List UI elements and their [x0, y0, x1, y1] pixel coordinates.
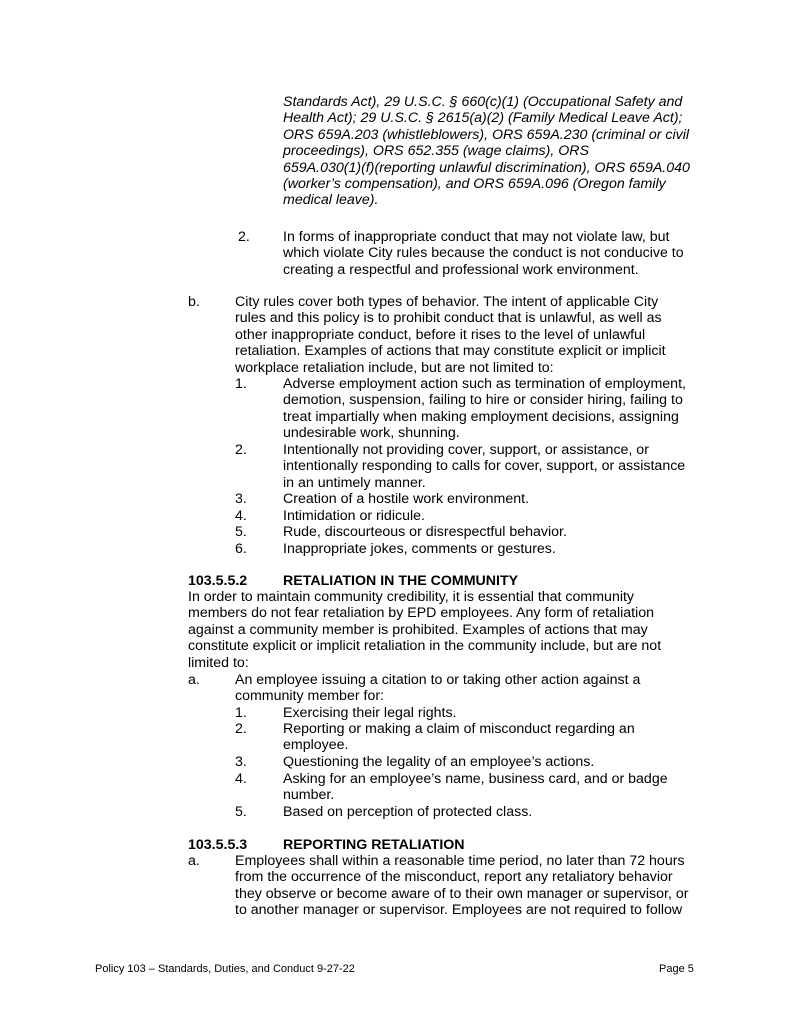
text-line: Standards Act), 29 U.S.C. § 660(c)(1) (Occupational Safety and: [283, 94, 683, 110]
footer-policy-title: Policy 103 – Standards, Duties, and Conduct 9-27-22: [95, 963, 355, 975]
text-line: An employee issuing a citation to or taking other action against a: [235, 672, 641, 688]
text-line: City rules cover both types of behavior. The intent of applicable City: [235, 294, 659, 310]
text-line: other inappropriate conduct, before it rises to the level of unlawful: [235, 326, 646, 343]
text-line: in an untimely manner.: [283, 474, 426, 491]
text-line: number.: [283, 787, 335, 804]
section-title: REPORTING RETALIATION: [283, 837, 465, 853]
text-line: constitute explicit or implicit retaliation in the community include, but are not: [188, 638, 662, 655]
list-item-text: Inappropriate jokes, comments or gestures.: [283, 541, 556, 557]
text-line: intentionally responding to calls for cover, support, or assistance: [283, 458, 686, 475]
list-number: 5.: [235, 524, 247, 540]
list-number: 3.: [235, 754, 247, 770]
text-line: from the occurrence of the misconduct, report any retaliatory behavior: [235, 869, 673, 886]
list-number: 2.: [238, 229, 250, 245]
text-line: In forms of inappropriate conduct that may not violate law, but: [283, 229, 670, 245]
text-line: Intentionally not providing cover, support, or assistance, or: [283, 442, 649, 458]
list-number: 6.: [235, 541, 247, 557]
list-item-text: [283, 721, 703, 754]
list-number: 3.: [235, 491, 247, 507]
list-item-text: [283, 229, 703, 278]
list-item-text: [235, 294, 705, 376]
text-line: community member for:: [235, 688, 385, 705]
text-line: ORS 659A.203 (whistleblowers), ORS 659A.230 (criminal or civil: [283, 126, 690, 143]
text-line: Reporting or making a claim of misconduct regarding an: [283, 721, 635, 737]
list-number: 5.: [235, 804, 247, 820]
list-letter: a.: [188, 672, 200, 688]
text-line: undesirable work, shunning.: [283, 425, 460, 442]
text-line: Health Act); 29 U.S.C. § 2615(a)(2) (Family Medical Leave Act);: [283, 110, 683, 127]
list-number: 2.: [235, 442, 247, 458]
text-line: (worker’s compensation), and ORS 659A.096 (Oregon family: [283, 176, 666, 193]
list-number: 2.: [235, 721, 247, 737]
section-number: 103.5.5.3: [188, 837, 248, 853]
list-item-text: [235, 853, 705, 919]
footer-page-number: Page 5: [659, 963, 694, 975]
text-line: In order to maintain community credibility, it is essential that community: [188, 589, 635, 605]
text-line: treat impartially when making employment decisions, assigning: [283, 408, 679, 425]
list-number: 4.: [235, 508, 247, 524]
text-line: Employees shall within a reasonable time period, no later than 72 hours: [235, 853, 685, 869]
text-line: employee.: [283, 737, 349, 754]
text-line: limited to:: [188, 654, 249, 671]
list-item-text: [283, 442, 703, 491]
list-item-text: Creation of a hostile work environment.: [283, 491, 530, 507]
list-letter: a.: [188, 853, 200, 869]
text-line: Asking for an employee’s name, business card, and or badge: [283, 771, 668, 787]
text-line: medical leave).: [283, 192, 379, 209]
text-line: which violate City rules because the conduct is not conducive to: [283, 245, 684, 262]
list-item-text: [235, 672, 705, 705]
statute-list-continuation: [283, 94, 703, 209]
list-number: 1.: [235, 705, 247, 721]
list-item-text: Based on perception of protected class.: [283, 804, 533, 820]
list-item-text: Exercising their legal rights.: [283, 705, 457, 721]
text-line: against a community member is prohibited. Examples of actions that may: [188, 621, 648, 638]
list-item-text: Questioning the legality of an employee’s actions.: [283, 754, 595, 770]
list-item-text: Rude, discourteous or disrespectful behavior.: [283, 524, 567, 540]
text-line: retaliation. Examples of actions that may constitute explicit or implicit: [235, 343, 666, 360]
text-line: Adverse employment action such as termination of employment,: [283, 376, 686, 392]
text-line: they observe or become aware of to their own manager or supervisor, or: [235, 885, 689, 902]
text-line: demotion, suspension, failing to hire or consider hiring, failing to: [283, 392, 683, 409]
text-line: 659A.030(1)(f)(reporting unlawful discrimination), ORS 659A.040: [283, 159, 690, 176]
list-item-text: Intimidation or ridicule.: [283, 508, 425, 524]
section-intro: [188, 589, 708, 671]
text-line: proceedings), ORS 652.355 (wage claims), ORS: [283, 143, 589, 160]
list-number: 1.: [235, 376, 247, 392]
list-item-text: [283, 376, 703, 442]
section-number: 103.5.5.2: [188, 573, 248, 589]
text-line: creating a respectful and professional work environment.: [283, 261, 639, 278]
text-line: to another manager or supervisor. Employees are not required to follow: [235, 902, 683, 919]
text-line: workplace retaliation include, but are not limited to:: [235, 359, 554, 376]
text-line: members do not fear retaliation by EPD employees. Any form of retaliation: [188, 605, 655, 622]
list-letter: b.: [188, 294, 200, 310]
list-number: 4.: [235, 771, 247, 787]
list-item-text: [283, 771, 703, 804]
text-line: rules and this policy is to prohibit conduct that is unlawful, as well as: [235, 310, 662, 327]
section-title: RETALIATION IN THE COMMUNITY: [283, 573, 519, 589]
